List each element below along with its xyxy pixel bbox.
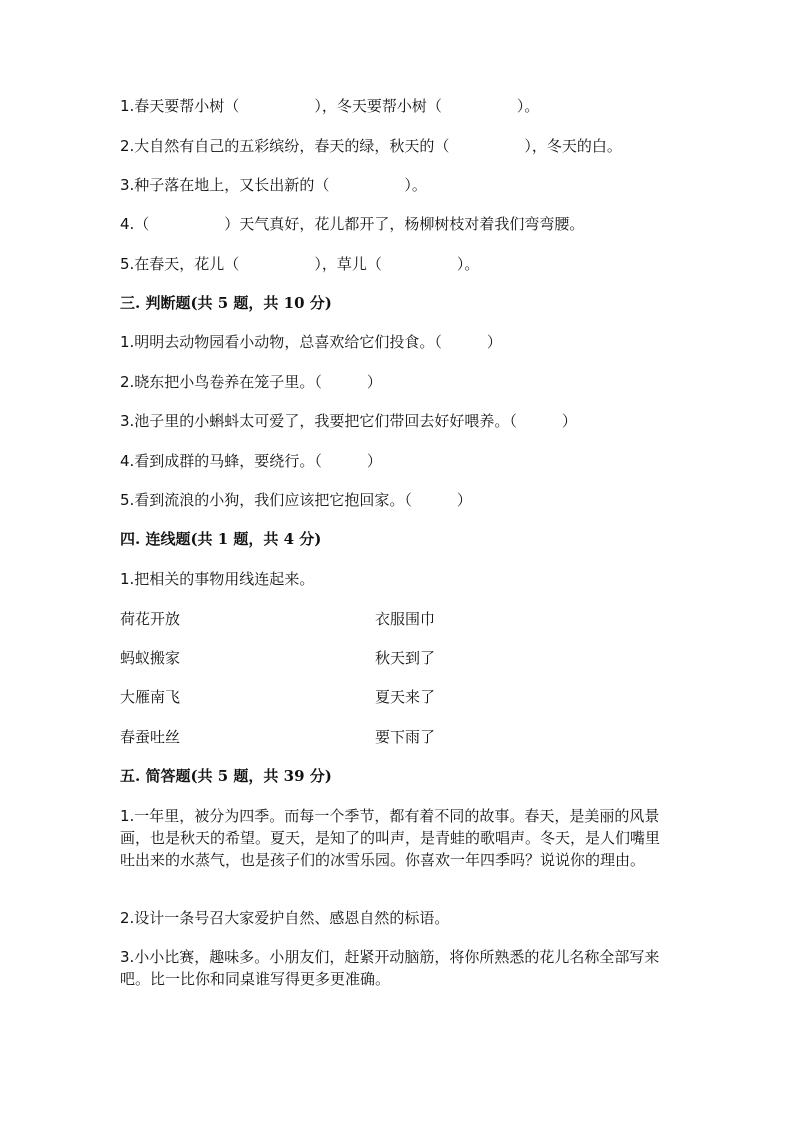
fill-question-5: 5.在春天，花儿（ ），草儿（ ）。 (120, 255, 480, 273)
judge-question-3: 3.池子里的小蝌蚪太可爱了，我要把它们带回去好好喂养。（ ） (120, 412, 577, 430)
fill-question-1: 1.春天要帮小树（ ），冬天要帮小树（ ）。 (120, 97, 540, 115)
match-right-item: 夏天来了 (375, 688, 436, 706)
short-answer-question-2: 2.设计一条号召大家爱护自然、感恩自然的标语。 (120, 909, 450, 927)
judge-question-5: 5.看到流浪的小狗，我们应该把它抱回家。（ ） (120, 491, 472, 509)
match-left-item: 春蚕吐丝 (120, 728, 181, 746)
match-instruction: 1.把相关的事物用线连起来。 (120, 570, 315, 588)
match-left-item: 荷花开放 (120, 610, 181, 628)
match-left-item: 蚂蚁搬家 (120, 649, 181, 667)
match-right-item: 要下雨了 (375, 728, 436, 746)
fill-question-4: 4.（ ）天气真好，花儿都开了，杨柳树枝对着我们弯弯腰。 (120, 215, 585, 233)
fill-question-3: 3.种子落在地上，又长出新的（ ）。 (120, 176, 427, 194)
match-right-item: 衣服围巾 (375, 610, 436, 628)
match-section-heading: 四. 连线题(共 1 题，共 4 分) (120, 530, 322, 548)
short-answer-question-3: 3.小小比赛，趣味多。小朋友们，赶紧开动脑筋，将你所熟悉的花儿名称全部写来吧。比一比你和同桌谁写得更多更准确。 (120, 948, 660, 988)
match-left-item: 大雁南飞 (120, 688, 181, 706)
judge-question-1: 1.明明去动物园看小动物，总喜欢给它们投食。（ ） (120, 333, 502, 351)
judge-question-4: 4.看到成群的马蜂，要绕行。（ ） (120, 452, 382, 470)
match-right-item: 秋天到了 (375, 649, 436, 667)
short-answer-question-1: 1.一年里，被分为四季。而每一个季节，都有着不同的故事。春天，是美丽的风景画，也是秋天的希望。夏天，是知了的叫声，是青蛙的歌唱声。冬天，是人们嘴里吐出来的水蒸气，也是孩子们的冰雪乐园。你喜欢一年四季吗？说说你的理由。 (120, 807, 661, 869)
short-answer-section-heading: 五. 简答题(共 5 题，共 39 分) (120, 767, 332, 785)
judge-section-heading: 三. 判断题(共 5 题，共 10 分) (120, 294, 332, 312)
fill-question-2: 2.大自然有自己的五彩缤纷，春天的绿，秋天的（ ），冬天的白。 (120, 137, 622, 155)
judge-question-2: 2.晓东把小鸟卷养在笼子里。（ ） (120, 373, 382, 391)
